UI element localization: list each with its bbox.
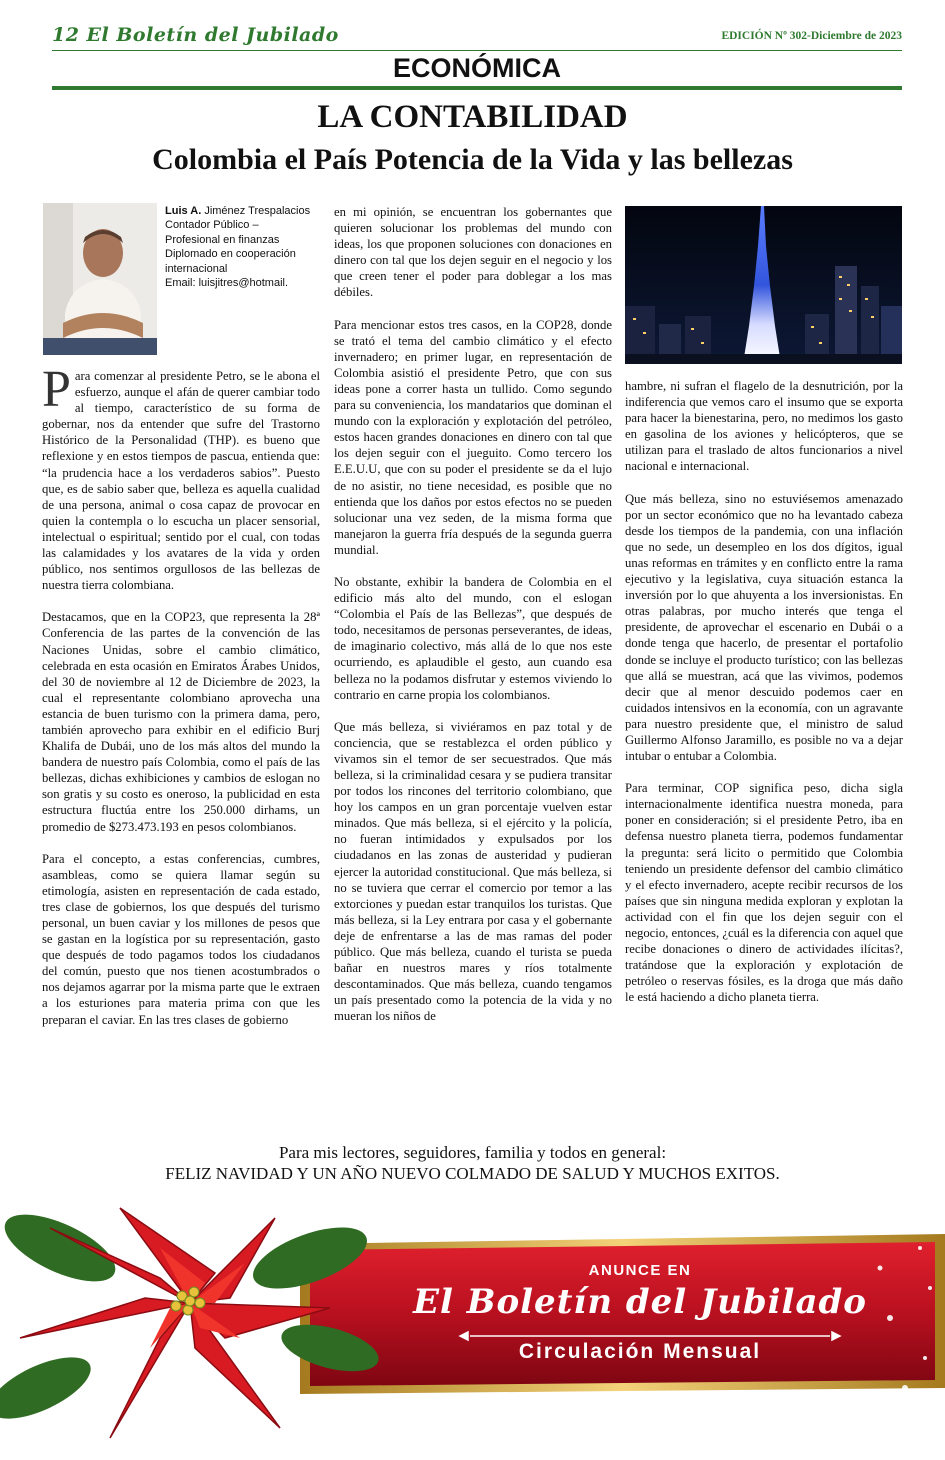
burj-khalifa-image bbox=[625, 206, 902, 364]
paragraph: Para mencionar estos tres casos, en la COP28, donde se trató el tema del cambio climático y el efecto invernadero; en primer lugar, en representación de Colombia asistió el presidente Petro, que con sus ideas pone a correr hasta un tullido. Como segundo para su conveniencia, los mandatarios que dominan el mundo con la exploración y explotación del petróleo, estos hacen grandes donaciones en dinero con tal que los dejen seguir con el jueguito. Como tercero los E.E.U.U, que con su poder el presidente se da el lujo de no asistir, no tiene necesidad, es posible que no entienda que los daños por estos efectos no se pueden solucionar una vez seden, de la misma forma que manejaron la guerra fría después de la segunda guerra mundial. bbox=[334, 317, 612, 557]
page-number-masthead: 12 El Boletín del Jubilado bbox=[52, 24, 339, 46]
paragraph: hambre, ni sufran el flagelo de la desnutrición, por la indiferencia que vemos caro el insumo que se exporta para hacer la bienestarina, pero, no medimos los gasto en gasolina de los aviones y helicópteros, que se utilizan para el traslado de altos funcionarios a nivel nacional e internacional. bbox=[625, 379, 903, 474]
page-header bbox=[52, 24, 902, 50]
author-bio bbox=[165, 204, 330, 290]
author-portrait-image bbox=[43, 203, 157, 355]
author-title-2: Profesional en finanzas bbox=[165, 233, 280, 246]
drop-cap: P bbox=[42, 361, 71, 418]
article-column-2 bbox=[334, 204, 612, 1041]
paragraph: Que más belleza, si viviéramos en paz total y de conciencia, que se restablezca el orden público y vivamos sin el temor de ser secuestrados. Que más belleza, si la criminalidad cesara y se pudiera transitar por todos los rincones del territorio colombiano, que hoy los campos en un gran porcentaje vuelven estar minados. Que más belleza, si el ejército y la policía, no fueran intimidados y expulsados por los ciudadanos en las zonas de austeridad y pudieran ejercer la autoridad constitucional. Que más belleza, si no se tuviera que cerrar el comercio por temor a las extorciones y puedan estar tranquilos los turistas. Que más belleza, si la Ley entrara por casa y el gobernante deje de enfrentarse a las de mas ramas del poder público. Que más belleza, cuando el turista se pueda bañar en nuestros mares y ríos totalmente descontaminados. Que más belleza, cuando tengamos un país presentado como la potencia de la vida y no mueran los niños de bbox=[334, 719, 612, 1024]
article-column-3 bbox=[625, 378, 903, 1021]
ad-title: El Boletín del Jubilado bbox=[413, 1282, 867, 1322]
greeting-line-2: FELIZ NAVIDAD Y UN AÑO NUEVO COLMADO DE SALUD Y MUCHOS EXITOS. bbox=[165, 1164, 780, 1183]
paragraph: No obstante, exhibir la bandera de Colombia en el edificio más alto del mundo, con el eslogan “Colombia el País de las Bellezas”, que después de todo, necesitamos de personas perseverantes, de ideas, de imaginario colectivo, más allá de lo que nos este ocurriendo, es aplaudible el gesto, aun cuando esa belleza no la podamos disfrutar y estemos viviendo lo contrario en carne propia los colombianos. bbox=[334, 574, 612, 702]
author-title-3: Diplomado en cooperación internacional bbox=[165, 248, 296, 275]
greeting-line-1: Para mis lectores, seguidores, familia y todos en general: bbox=[278, 1143, 667, 1162]
burj-khalifa-photo bbox=[625, 206, 902, 364]
section-divider bbox=[52, 86, 902, 90]
christmas-ad-banner bbox=[0, 1188, 945, 1460]
article-subtitle: Colombia el País Potencia de la Vida y las bellezas bbox=[152, 143, 793, 176]
paragraph: Para el concepto, a estas conferencias, cumbres, asambleas, como se quiera llamar según su etimología, asisten en representación de cada estado, tres clase de gobiernos, los que después del turismo personal, un buen caviar y los millones de pesos que se gastan en la logística por su representación, gasto que después de todo pagamos todos los ciudadanos del común, puesto que nos tienen acostumbrados o nos dejamos agarrar por la misma parte que le extraen a los esturiones para materia prima con que les preparan el caviar. En las tres clases de gobierno bbox=[42, 851, 320, 1027]
section-heading: ECONÓMICA bbox=[393, 53, 561, 83]
paragraph: en mi opinión, se encuentran los gobernantes que quieren solucionar los problemas del mundo con ideas, los que proponen soluciones con donaciones en dinero con tal que los dejen seguir en el negocio y los que creen tener el poder para doblegar a los mas débiles. bbox=[334, 205, 612, 300]
author-name-rest: Jiménez Trespalacios bbox=[201, 205, 311, 217]
header-divider bbox=[52, 50, 902, 51]
paragraph bbox=[42, 361, 320, 593]
article-title: LA CONTABILIDAD bbox=[317, 99, 628, 135]
author-title-1: Contador Público – bbox=[165, 219, 259, 232]
poinsettia-banner-graphic bbox=[0, 1188, 945, 1460]
author-photo bbox=[43, 203, 157, 355]
article-column-1 bbox=[42, 361, 320, 1044]
ad-kicker: ANUNCE EN bbox=[588, 1262, 692, 1279]
paragraph: Destacamos, que en la COP23, que representa la 28ª Conferencia de las partes de la convención de las Naciones Unidas, sobre el cambio climático, celebrada en esta ocasión en Emiratos Árabes Unidos, del 30 de noviembre al 12 de Diciembre de 2023, la cual el representante colombiano aprovecha una estancia de buen turismo con la primera dama, pero, también aprovecho para exhibir en el edificio Burj Khalifa de Dubái, uno de los más altos del mundo la bandera de nuestro país Colombia, como el país de las bellezas, dichas exhibiciones y cambios de eslogan no son gratis y su costo es oneroso, la publicidad en esta estructura fluctúa entre los 250.000 dirhams, un promedio de $273.473.193 en pesos colombianos. bbox=[42, 610, 320, 834]
paragraph: Para terminar, COP significa peso, dicha sigla internacionalmente identifica nuestra moneda, para poner en consideración; si el presidente Petro, iba en defensa nuestro planeta tierra, podemos fundamentar la pregunta: será licito o permitido que Colombia teniendo un presidente defensor del cambio climático y el efecto invernadero, acepte recibir recursos de los países que sin ninguna medida exploran y explotan la actividad con el fin que los dejen seguir con el negocio, entonces, ¿cuál es la diferencia con aquel que recibe donaciones o dinero de actividades ilícitas?, tratándose que la exploración y explotación de petróleo o reservas fósiles, es la droga que más daño le está haciendo a dicho planeta tierra. bbox=[625, 781, 903, 1005]
author-name-first: Luis A. bbox=[165, 205, 202, 217]
edition-label: EDICIÓN Nº 302-Diciembre de 2023 bbox=[721, 30, 902, 42]
paragraph: Que más belleza, sino no estuviésemos amenazado por un sector económico que no ha levantado cabeza desde los tiempos de la pandemia, con una inflación que no sede, un desempleo en los dos dígitos, igual unas reformas en trámites y en conflicto entre la rama ejecutivo y la legislativa, cuya situación estanca la inversión por lo que ahuyenta a los inversionistas. En otras palabras, por mucho interés que tenga el presidente, de aprovechar el escenario en Dubái o a donde tenga que hacerlo, de presentar el portafolio donde se incluye el producto turístico; con las bellezas que allá se muestran, acá que las vivimos, podemos decir que al menor descuido podemos caer en cuidados intensivos en la economía, con un agravante para nuestro presidente que, el ministro de salud Guillermo Alfonso Jaramillo, es posible no va a dejar intubar o entubar a Colombia. bbox=[625, 491, 903, 764]
paragraph-text: ara comenzar al presidente Petro, se le abona el esfuerzo, aunque el afán de querer cambiar todo al tiempo, característico de su forma de gobernar, nos da entender que sufre del Trastorno Histórico de la Personalidad (THP). es bueno que reflexione y en estos tiempos de pascua, entienda que: “la prudencia hace a los verdaderos sabios”. Puesto que, es de sabio saber que, belleza es aquella cualidad de una persona, animal o cosa capaz de provocar en quien la contempla o lo escucha un placer sensorial, intelectual o espiritual; sentido por el cual, con todas las calamidades y los avatares de la vida y orden público, nos sentimos orgullosos de las bellezas de nuestra tierra colombiana. bbox=[42, 369, 320, 593]
author-email: Email: luisjitres@hotmail. bbox=[165, 277, 289, 290]
ad-subtitle: Circulación Mensual bbox=[518, 1340, 762, 1363]
